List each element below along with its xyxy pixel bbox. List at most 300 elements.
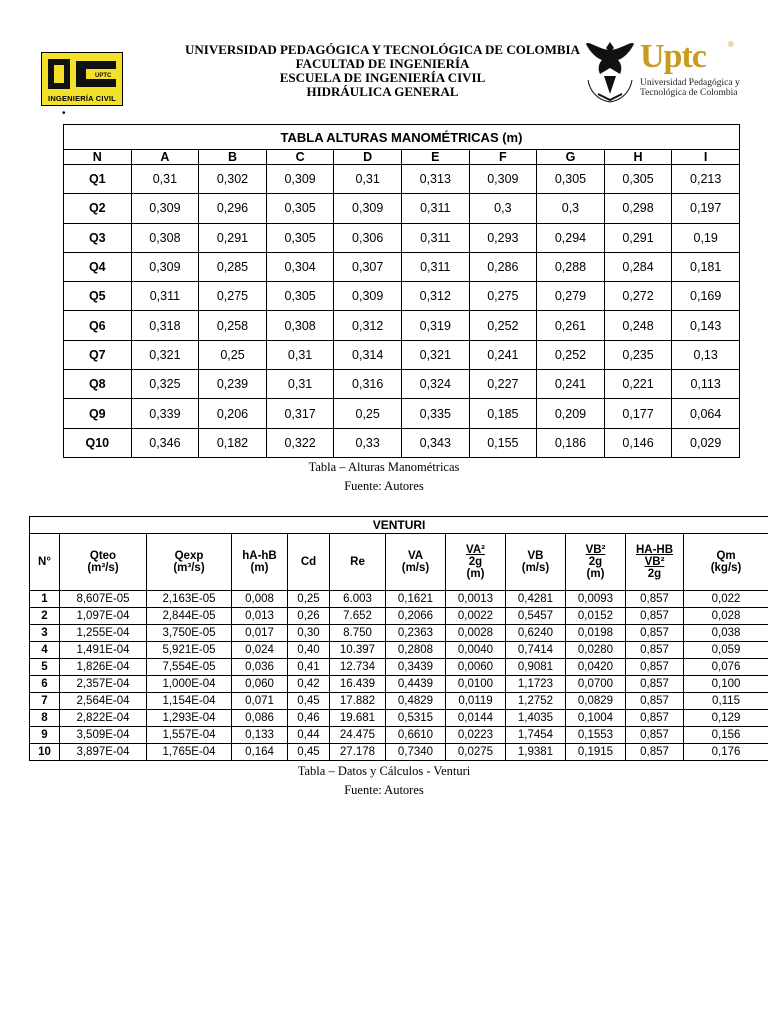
table-row bbox=[64, 340, 740, 369]
table-cell: 0,0223 bbox=[446, 727, 506, 744]
table-caption-block bbox=[0, 762, 768, 800]
table-cell: 8,607E-05 bbox=[60, 591, 147, 608]
table-cell: 0,086 bbox=[232, 710, 288, 727]
table-title: VENTURI bbox=[30, 517, 768, 534]
table-cell: 0,143 bbox=[672, 311, 740, 340]
table-cell: 0,0700 bbox=[566, 676, 626, 693]
table-cell: 3,897E-04 bbox=[60, 744, 147, 761]
table-cell: 10.397 bbox=[330, 642, 386, 659]
table-cell: 0,45 bbox=[288, 744, 330, 761]
table-cell: 7.652 bbox=[330, 608, 386, 625]
table-cell: 0,25 bbox=[199, 340, 267, 369]
table-cell: 0,261 bbox=[537, 311, 605, 340]
table-cell: 0,258 bbox=[199, 311, 267, 340]
table-cell: 0,227 bbox=[469, 370, 537, 399]
document-header bbox=[180, 43, 585, 99]
col-header-qexp bbox=[147, 534, 232, 591]
table-cell: 0,4439 bbox=[386, 676, 446, 693]
table-cell: 0,1621 bbox=[386, 591, 446, 608]
table-cell: 0,272 bbox=[604, 282, 672, 311]
header-text: VB bbox=[527, 550, 544, 562]
table-cell: 0,115 bbox=[684, 693, 768, 710]
table-cell: 0,0829 bbox=[566, 693, 626, 710]
table-cell: 0,319 bbox=[401, 311, 469, 340]
col-header-qteo bbox=[60, 534, 147, 591]
table-cell: 8.750 bbox=[330, 625, 386, 642]
table-cell: 0,275 bbox=[199, 282, 267, 311]
table-cell: 0,113 bbox=[672, 370, 740, 399]
row-number: 3 bbox=[30, 625, 60, 642]
table-cell: 0,309 bbox=[266, 165, 334, 194]
table-cell: 0,0022 bbox=[446, 608, 506, 625]
row-number: 4 bbox=[30, 642, 60, 659]
table-row bbox=[64, 428, 740, 457]
table-row bbox=[30, 727, 768, 744]
registered-mark: ® bbox=[728, 40, 734, 49]
table-cell: 0,0275 bbox=[446, 744, 506, 761]
table-cell: 0,305 bbox=[537, 165, 605, 194]
uptc-subtitle-line2: Tecnológica de Colombia bbox=[640, 88, 738, 98]
table-cell: 0,31 bbox=[334, 165, 402, 194]
table-cell: 0,036 bbox=[232, 659, 288, 676]
table-cell: 1,4035 bbox=[506, 710, 566, 727]
table-cell: 0,100 bbox=[684, 676, 768, 693]
row-label: Q4 bbox=[64, 252, 132, 281]
table-cell: 3,509E-04 bbox=[60, 727, 147, 744]
table-cell: 0,182 bbox=[199, 428, 267, 457]
col-header: N bbox=[64, 150, 132, 165]
table-cell: 0,284 bbox=[604, 252, 672, 281]
table-caption: Tabla – Alturas Manométricas bbox=[308, 460, 460, 474]
table-cell: 0,239 bbox=[199, 370, 267, 399]
table-cell: 0,311 bbox=[401, 223, 469, 252]
table-cell: 0,346 bbox=[131, 428, 199, 457]
header-course: HIDRÁULICA GENERAL bbox=[306, 84, 459, 99]
header-text: Qexp bbox=[174, 550, 204, 562]
table-cell: 1,000E-04 bbox=[147, 676, 232, 693]
table-cell: 0,186 bbox=[537, 428, 605, 457]
header-unit: (m/s) bbox=[401, 562, 430, 574]
row-number: 10 bbox=[30, 744, 60, 761]
table-cell: 0,31 bbox=[266, 340, 334, 369]
table-cell: 0,156 bbox=[684, 727, 768, 744]
table-cell: 6.003 bbox=[330, 591, 386, 608]
table-row bbox=[64, 194, 740, 223]
table-row bbox=[30, 608, 768, 625]
table-cell: 0,311 bbox=[401, 252, 469, 281]
table-cell: 0,5457 bbox=[506, 608, 566, 625]
table-cell: 0,008 bbox=[232, 591, 288, 608]
table-cell: 3,750E-05 bbox=[147, 625, 232, 642]
table-cell: 0,313 bbox=[401, 165, 469, 194]
table-cell: 7,554E-05 bbox=[147, 659, 232, 676]
col-header: A bbox=[131, 150, 199, 165]
header-denominator: 2g bbox=[468, 556, 483, 568]
table-cell: 0,312 bbox=[401, 282, 469, 311]
table-cell: 0,4281 bbox=[506, 591, 566, 608]
table-cell: 0,44 bbox=[288, 727, 330, 744]
table-cell: 0,1553 bbox=[566, 727, 626, 744]
col-header-qm bbox=[684, 534, 768, 591]
row-number: 6 bbox=[30, 676, 60, 693]
table-cell: 0,155 bbox=[469, 428, 537, 457]
table-cell: 0,5315 bbox=[386, 710, 446, 727]
table-cell: 0,42 bbox=[288, 676, 330, 693]
table-cell: 0,181 bbox=[672, 252, 740, 281]
venturi-table bbox=[29, 516, 768, 761]
table-source: Fuente: Autores bbox=[344, 783, 424, 797]
table-cell: 0,31 bbox=[131, 165, 199, 194]
table-row bbox=[30, 744, 768, 761]
table-cell: 1,557E-04 bbox=[147, 727, 232, 744]
table-cell: 0,296 bbox=[199, 194, 267, 223]
header-denominator: 2g bbox=[647, 568, 662, 580]
col-header-cd: Cd bbox=[288, 534, 330, 591]
table-header-row bbox=[64, 150, 740, 165]
table-cell: 0,059 bbox=[684, 642, 768, 659]
table-caption-block bbox=[0, 458, 768, 496]
table-cell: 12.734 bbox=[330, 659, 386, 676]
table-cell: 1,293E-04 bbox=[147, 710, 232, 727]
table-cell: 0,0198 bbox=[566, 625, 626, 642]
table-cell: 0,241 bbox=[469, 340, 537, 369]
table-cell: 1,2752 bbox=[506, 693, 566, 710]
table-cell: 1,826E-04 bbox=[60, 659, 147, 676]
row-number: 9 bbox=[30, 727, 60, 744]
table-cell: 0,0119 bbox=[446, 693, 506, 710]
table-cell: 0,857 bbox=[626, 625, 684, 642]
header-numerator: VB² bbox=[585, 544, 606, 556]
table-cell: 0,317 bbox=[266, 399, 334, 428]
table-cell: 0,275 bbox=[469, 282, 537, 311]
table-row bbox=[30, 642, 768, 659]
table-cell: 0,30 bbox=[288, 625, 330, 642]
table-cell: 0,318 bbox=[131, 311, 199, 340]
table-cell: 0,0280 bbox=[566, 642, 626, 659]
header-faculty: FACULTAD DE INGENIERÍA bbox=[295, 56, 470, 71]
row-label: Q9 bbox=[64, 399, 132, 428]
row-number: 2 bbox=[30, 608, 60, 625]
table-cell: 0,6610 bbox=[386, 727, 446, 744]
col-header-re: Re bbox=[330, 534, 386, 591]
table-cell: 1,1723 bbox=[506, 676, 566, 693]
header-numerator: VA² bbox=[466, 544, 485, 556]
uptc-subtitle-line1: Universidad Pedagógica y bbox=[640, 78, 740, 88]
uptc-logo bbox=[640, 40, 760, 106]
table-cell: 5,921E-05 bbox=[147, 642, 232, 659]
table-cell: 0,0040 bbox=[446, 642, 506, 659]
table-cell: 0,0013 bbox=[446, 591, 506, 608]
row-label: Q7 bbox=[64, 340, 132, 369]
table-cell: 0,024 bbox=[232, 642, 288, 659]
table-cell: 0,3 bbox=[537, 194, 605, 223]
table-cell: 1,097E-04 bbox=[60, 608, 147, 625]
table-caption: Tabla – Datos y Cálculos - Venturi bbox=[297, 764, 471, 778]
col-header: E bbox=[401, 150, 469, 165]
table-cell: 0,311 bbox=[131, 282, 199, 311]
table-cell: 0,25 bbox=[334, 399, 402, 428]
header-school: ESCUELA DE INGENIERÍA CIVIL bbox=[279, 70, 486, 85]
header-text: Qm bbox=[716, 550, 736, 562]
table-cell: 0,293 bbox=[469, 223, 537, 252]
uptc-wordmark: Uptc bbox=[640, 38, 706, 75]
col-header: B bbox=[199, 150, 267, 165]
table-cell: 0,060 bbox=[232, 676, 288, 693]
table-cell: 0,146 bbox=[604, 428, 672, 457]
table-cell: 16.439 bbox=[330, 676, 386, 693]
table-cell: 2,564E-04 bbox=[60, 693, 147, 710]
table-cell: 0,133 bbox=[232, 727, 288, 744]
table-cell: 0,302 bbox=[199, 165, 267, 194]
table-cell: 0,324 bbox=[401, 370, 469, 399]
table-cell: 0,7340 bbox=[386, 744, 446, 761]
col-header: H bbox=[604, 150, 672, 165]
logo-badge-text: UPTC bbox=[95, 73, 112, 79]
table-cell: 0,857 bbox=[626, 676, 684, 693]
table-cell: 0,197 bbox=[672, 194, 740, 223]
table-cell: 0,309 bbox=[131, 194, 199, 223]
header-text: Qteo bbox=[89, 550, 117, 562]
table-cell: 0,013 bbox=[232, 608, 288, 625]
table-cell: 1,255E-04 bbox=[60, 625, 147, 642]
row-number: 1 bbox=[30, 591, 60, 608]
header-unit: (m) bbox=[586, 568, 605, 580]
table-cell: 0,6240 bbox=[506, 625, 566, 642]
table-cell: 0,2066 bbox=[386, 608, 446, 625]
col-header-head-ratio bbox=[626, 534, 684, 591]
table-cell: 0,294 bbox=[537, 223, 605, 252]
table-cell: 0,221 bbox=[604, 370, 672, 399]
table-cell: 0,252 bbox=[469, 311, 537, 340]
table-row bbox=[64, 311, 740, 340]
table-cell: 0,308 bbox=[266, 311, 334, 340]
table-cell: 0,9081 bbox=[506, 659, 566, 676]
table-cell: 1,9381 bbox=[506, 744, 566, 761]
header-unit: (m³/s) bbox=[87, 562, 119, 574]
table-cell: 0,176 bbox=[684, 744, 768, 761]
table-cell: 0,213 bbox=[672, 165, 740, 194]
table-row bbox=[64, 223, 740, 252]
row-label: Q2 bbox=[64, 194, 132, 223]
table-cell: 0,029 bbox=[672, 428, 740, 457]
table-cell: 0,7414 bbox=[506, 642, 566, 659]
header-unit: (m/s) bbox=[521, 562, 550, 574]
header-text: VA bbox=[407, 550, 424, 562]
table-cell: 0,0060 bbox=[446, 659, 506, 676]
row-label: Q1 bbox=[64, 165, 132, 194]
table-cell: 1,7454 bbox=[506, 727, 566, 744]
header-denominator: 2g bbox=[588, 556, 603, 568]
table-cell: 0,45 bbox=[288, 693, 330, 710]
table-cell: 0,857 bbox=[626, 591, 684, 608]
table-cell: 0,31 bbox=[266, 370, 334, 399]
table-cell: 0,022 bbox=[684, 591, 768, 608]
table-cell: 0,325 bbox=[131, 370, 199, 399]
table-cell: 0,305 bbox=[604, 165, 672, 194]
table-cell: 0,298 bbox=[604, 194, 672, 223]
faculty-logo bbox=[41, 52, 123, 106]
table-cell: 0,076 bbox=[684, 659, 768, 676]
table-title: TABLA ALTURAS MANOMÉTRICAS (m) bbox=[64, 125, 740, 150]
table-cell: 0,017 bbox=[232, 625, 288, 642]
header-text: hA-hB bbox=[242, 550, 277, 562]
col-header: G bbox=[537, 150, 605, 165]
table-cell: 0,307 bbox=[334, 252, 402, 281]
table-cell: 0,169 bbox=[672, 282, 740, 311]
table-cell: 0,288 bbox=[537, 252, 605, 281]
table-cell: 0,305 bbox=[266, 223, 334, 252]
row-label: Q10 bbox=[64, 428, 132, 457]
header-unit: (m) bbox=[466, 568, 485, 580]
table-cell: 0,1004 bbox=[566, 710, 626, 727]
table-row bbox=[30, 625, 768, 642]
table-row bbox=[30, 693, 768, 710]
table-cell: 0,0152 bbox=[566, 608, 626, 625]
table-cell: 0,0100 bbox=[446, 676, 506, 693]
table-cell: 0,19 bbox=[672, 223, 740, 252]
table-cell: 1,491E-04 bbox=[60, 642, 147, 659]
table-cell: 2,844E-05 bbox=[147, 608, 232, 625]
table-cell: 0,291 bbox=[199, 223, 267, 252]
table-cell: 0,064 bbox=[672, 399, 740, 428]
row-label: Q3 bbox=[64, 223, 132, 252]
table-row bbox=[64, 165, 740, 194]
table-cell: 0,857 bbox=[626, 727, 684, 744]
table-cell: 0,857 bbox=[626, 642, 684, 659]
eagle-crest-icon bbox=[584, 36, 636, 106]
table-cell: 0,312 bbox=[334, 311, 402, 340]
table-cell: 0,316 bbox=[334, 370, 402, 399]
manometric-heights-table bbox=[63, 124, 740, 458]
table-cell: 0,2363 bbox=[386, 625, 446, 642]
table-cell: 0,0420 bbox=[566, 659, 626, 676]
table-cell: 0,309 bbox=[334, 194, 402, 223]
table-cell: 0,33 bbox=[334, 428, 402, 457]
table-cell: 2,357E-04 bbox=[60, 676, 147, 693]
table-row bbox=[64, 252, 740, 281]
table-row bbox=[64, 399, 740, 428]
table-cell: 0,343 bbox=[401, 428, 469, 457]
table-cell: 0,857 bbox=[626, 608, 684, 625]
table-row bbox=[30, 676, 768, 693]
table-cell: 0,164 bbox=[232, 744, 288, 761]
table-cell: 0,309 bbox=[131, 252, 199, 281]
header-numerator-2: VB² bbox=[644, 556, 665, 568]
table-cell: 0,857 bbox=[626, 693, 684, 710]
table-cell: 0,279 bbox=[537, 282, 605, 311]
table-row bbox=[64, 282, 740, 311]
table-cell: 0,335 bbox=[401, 399, 469, 428]
engineering-logo-icon bbox=[46, 57, 120, 91]
table-cell: 24.475 bbox=[330, 727, 386, 744]
table-row bbox=[30, 591, 768, 608]
table-cell: 0,129 bbox=[684, 710, 768, 727]
table-cell: 0,305 bbox=[266, 194, 334, 223]
table-cell: 0,857 bbox=[626, 659, 684, 676]
header-numerator: HA-HB bbox=[635, 544, 674, 556]
header-university: UNIVERSIDAD PEDAGÓGICA Y TECNOLÓGICA DE COLOMBIA bbox=[185, 42, 580, 57]
table-cell: 0,321 bbox=[401, 340, 469, 369]
table-cell: 17.882 bbox=[330, 693, 386, 710]
header-unit: (m) bbox=[250, 562, 269, 574]
table-cell: 0,26 bbox=[288, 608, 330, 625]
row-number: 5 bbox=[30, 659, 60, 676]
table-cell: 0,038 bbox=[684, 625, 768, 642]
table-row bbox=[30, 710, 768, 727]
col-header: F bbox=[469, 150, 537, 165]
table-header-row bbox=[30, 534, 768, 591]
table-cell: 0,291 bbox=[604, 223, 672, 252]
table-cell: 0,248 bbox=[604, 311, 672, 340]
table-cell: 0,0144 bbox=[446, 710, 506, 727]
table-row bbox=[64, 370, 740, 399]
table-cell: 0,2808 bbox=[386, 642, 446, 659]
row-label: Q8 bbox=[64, 370, 132, 399]
table-cell: 0,46 bbox=[288, 710, 330, 727]
table-cell: 0,241 bbox=[537, 370, 605, 399]
table-cell: 27.178 bbox=[330, 744, 386, 761]
table-cell: 0,286 bbox=[469, 252, 537, 281]
col-header-vb2 bbox=[566, 534, 626, 591]
col-header: I bbox=[672, 150, 740, 165]
table-cell: 0,308 bbox=[131, 223, 199, 252]
table-cell: 0,309 bbox=[469, 165, 537, 194]
table-source: Fuente: Autores bbox=[344, 479, 424, 493]
table-cell: 2,163E-05 bbox=[147, 591, 232, 608]
table-cell: 0,25 bbox=[288, 591, 330, 608]
table-cell: 0,206 bbox=[199, 399, 267, 428]
row-number: 8 bbox=[30, 710, 60, 727]
table-cell: 0,285 bbox=[199, 252, 267, 281]
table-cell: 0,41 bbox=[288, 659, 330, 676]
table-cell: 0,0028 bbox=[446, 625, 506, 642]
table-cell: 0,311 bbox=[401, 194, 469, 223]
col-header: C bbox=[266, 150, 334, 165]
col-header-va2 bbox=[446, 534, 506, 591]
table-cell: 0,028 bbox=[684, 608, 768, 625]
table-cell: 0,304 bbox=[266, 252, 334, 281]
table-cell: 0,309 bbox=[334, 282, 402, 311]
row-number: 7 bbox=[30, 693, 60, 710]
table-cell: 0,3439 bbox=[386, 659, 446, 676]
row-label: Q5 bbox=[64, 282, 132, 311]
table-cell: 0,314 bbox=[334, 340, 402, 369]
table-cell: 0,322 bbox=[266, 428, 334, 457]
logo-caption: INGENIERÍA CIVIL bbox=[48, 94, 116, 103]
table-cell: 0,252 bbox=[537, 340, 605, 369]
table-cell: 0,13 bbox=[672, 340, 740, 369]
table-cell: 0,305 bbox=[266, 282, 334, 311]
col-header-va bbox=[386, 534, 446, 591]
table-cell: 0,1915 bbox=[566, 744, 626, 761]
table-cell: 1,765E-04 bbox=[147, 744, 232, 761]
table-cell: 0,339 bbox=[131, 399, 199, 428]
table-cell: 0,235 bbox=[604, 340, 672, 369]
table-cell: 0,209 bbox=[537, 399, 605, 428]
header-unit: (m³/s) bbox=[173, 562, 205, 574]
table-cell: 0,177 bbox=[604, 399, 672, 428]
table-cell: 0,071 bbox=[232, 693, 288, 710]
table-row bbox=[30, 659, 768, 676]
table-cell: 0,40 bbox=[288, 642, 330, 659]
col-header-vb bbox=[506, 534, 566, 591]
header-unit: (kg/s) bbox=[710, 562, 742, 574]
col-header-n: N° bbox=[30, 534, 60, 591]
table-cell: 0,4829 bbox=[386, 693, 446, 710]
table-cell: 0,0093 bbox=[566, 591, 626, 608]
table-cell: 0,321 bbox=[131, 340, 199, 369]
table-cell: 0,857 bbox=[626, 710, 684, 727]
